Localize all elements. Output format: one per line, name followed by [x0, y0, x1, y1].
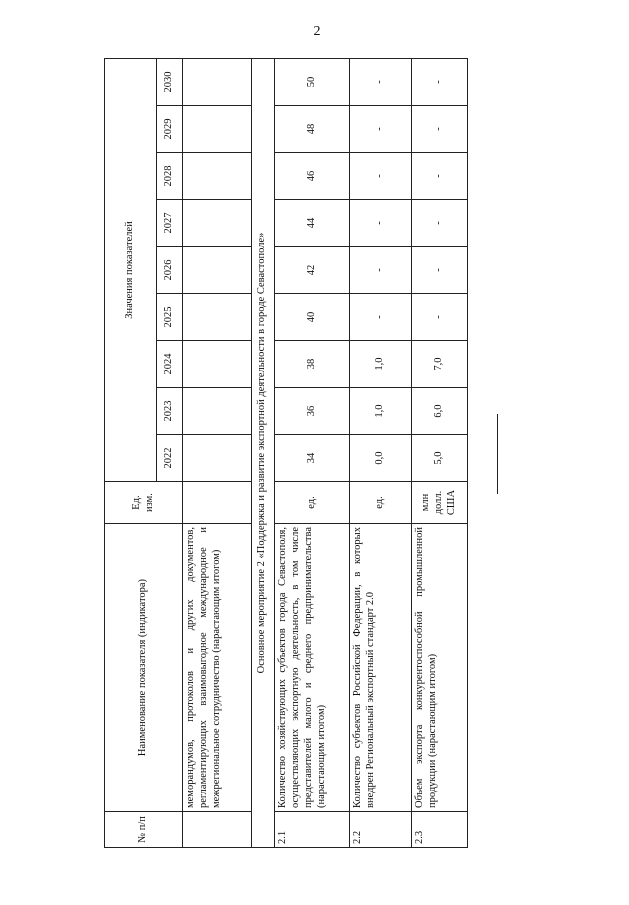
row-no [183, 812, 252, 848]
row-name: меморандумов, протоколов и других документов, регламентирующих взаимовыгодное международное и межрегиональное сотрудничество (нарастающим итогом) [183, 524, 252, 812]
table-row [350, 58, 412, 847]
header-unit: Ед. изм. [105, 482, 183, 524]
row-unit: ед. [275, 482, 350, 524]
row-value: 0,0 [350, 435, 412, 482]
row-value: - [350, 200, 412, 247]
header-no: № п/п [105, 812, 183, 848]
rotated-table-frame [104, 58, 468, 848]
row-value: - [412, 106, 468, 153]
row-unit [183, 482, 252, 524]
row-value: 44 [275, 200, 350, 247]
page-number: 2 [313, 24, 321, 39]
row-unit: млн долл. США [412, 482, 468, 524]
header-year: 2026 [157, 247, 183, 294]
row-value [183, 153, 252, 200]
row-no: 2.3 [412, 812, 468, 848]
row-value [183, 200, 252, 247]
row-value: - [412, 200, 468, 247]
table-row-section [251, 58, 275, 847]
row-value: - [412, 153, 468, 200]
row-value: 50 [275, 58, 350, 105]
row-value: - [412, 247, 468, 294]
table-row-continuation [183, 58, 252, 847]
header-year: 2027 [157, 200, 183, 247]
signature-divider-line [497, 414, 498, 494]
row-value: 36 [275, 388, 350, 435]
row-value: - [350, 247, 412, 294]
table-row [412, 58, 468, 847]
row-value: 46 [275, 153, 350, 200]
row-value [183, 247, 252, 294]
row-value: - [350, 58, 412, 105]
row-name: Объем экспорта конкурентоспособной промышленной продукции (нарастающим итогом) [412, 524, 468, 812]
header-values-group: Значения показателей [105, 58, 157, 481]
header-year: 2030 [157, 58, 183, 105]
header-year: 2024 [157, 341, 183, 388]
header-year: 2023 [157, 388, 183, 435]
row-value [183, 106, 252, 153]
header-name: Наименование показателя (индикатора) [105, 524, 183, 812]
row-value: 6,0 [412, 388, 468, 435]
header-year: 2029 [157, 106, 183, 153]
row-value: 40 [275, 294, 350, 341]
row-value: 42 [275, 247, 350, 294]
row-value: - [350, 106, 412, 153]
header-row-top [105, 58, 157, 847]
row-value [183, 58, 252, 105]
row-value: - [350, 294, 412, 341]
row-value [183, 294, 252, 341]
row-value: 5,0 [412, 435, 468, 482]
row-value: 7,0 [412, 341, 468, 388]
row-unit: ед. [350, 482, 412, 524]
indicators-table-container [104, 58, 468, 848]
header-year: 2022 [157, 435, 183, 482]
row-value: 38 [275, 341, 350, 388]
row-name: Количество субъектов Российской Федерации, в которых внедрен Региональный экспортный стандарт 2.0 [350, 524, 412, 812]
row-value [183, 341, 252, 388]
header-year: 2025 [157, 294, 183, 341]
row-value: 34 [275, 435, 350, 482]
row-value: 1,0 [350, 388, 412, 435]
row-value: - [350, 153, 412, 200]
row-no: 2.1 [275, 812, 350, 848]
row-value: - [412, 294, 468, 341]
row-value [183, 388, 252, 435]
table-row [275, 58, 350, 847]
header-year: 2028 [157, 153, 183, 200]
row-no: 2.2 [350, 812, 412, 848]
section-title: Основное мероприятие 2 «Поддержка и развитие экспортной деятельности в городе Севастополе» [251, 58, 275, 847]
row-value [183, 435, 252, 482]
row-name: Количество хозяйствующих субъектов города Севастополя, осуществляющих экспортную деятельность, в том числе представителей малого и среднего предпринимательства (нарастающим итогом) [275, 524, 350, 812]
row-value: 48 [275, 106, 350, 153]
row-value: - [412, 58, 468, 105]
indicators-table [104, 58, 468, 848]
row-value: 1,0 [350, 341, 412, 388]
